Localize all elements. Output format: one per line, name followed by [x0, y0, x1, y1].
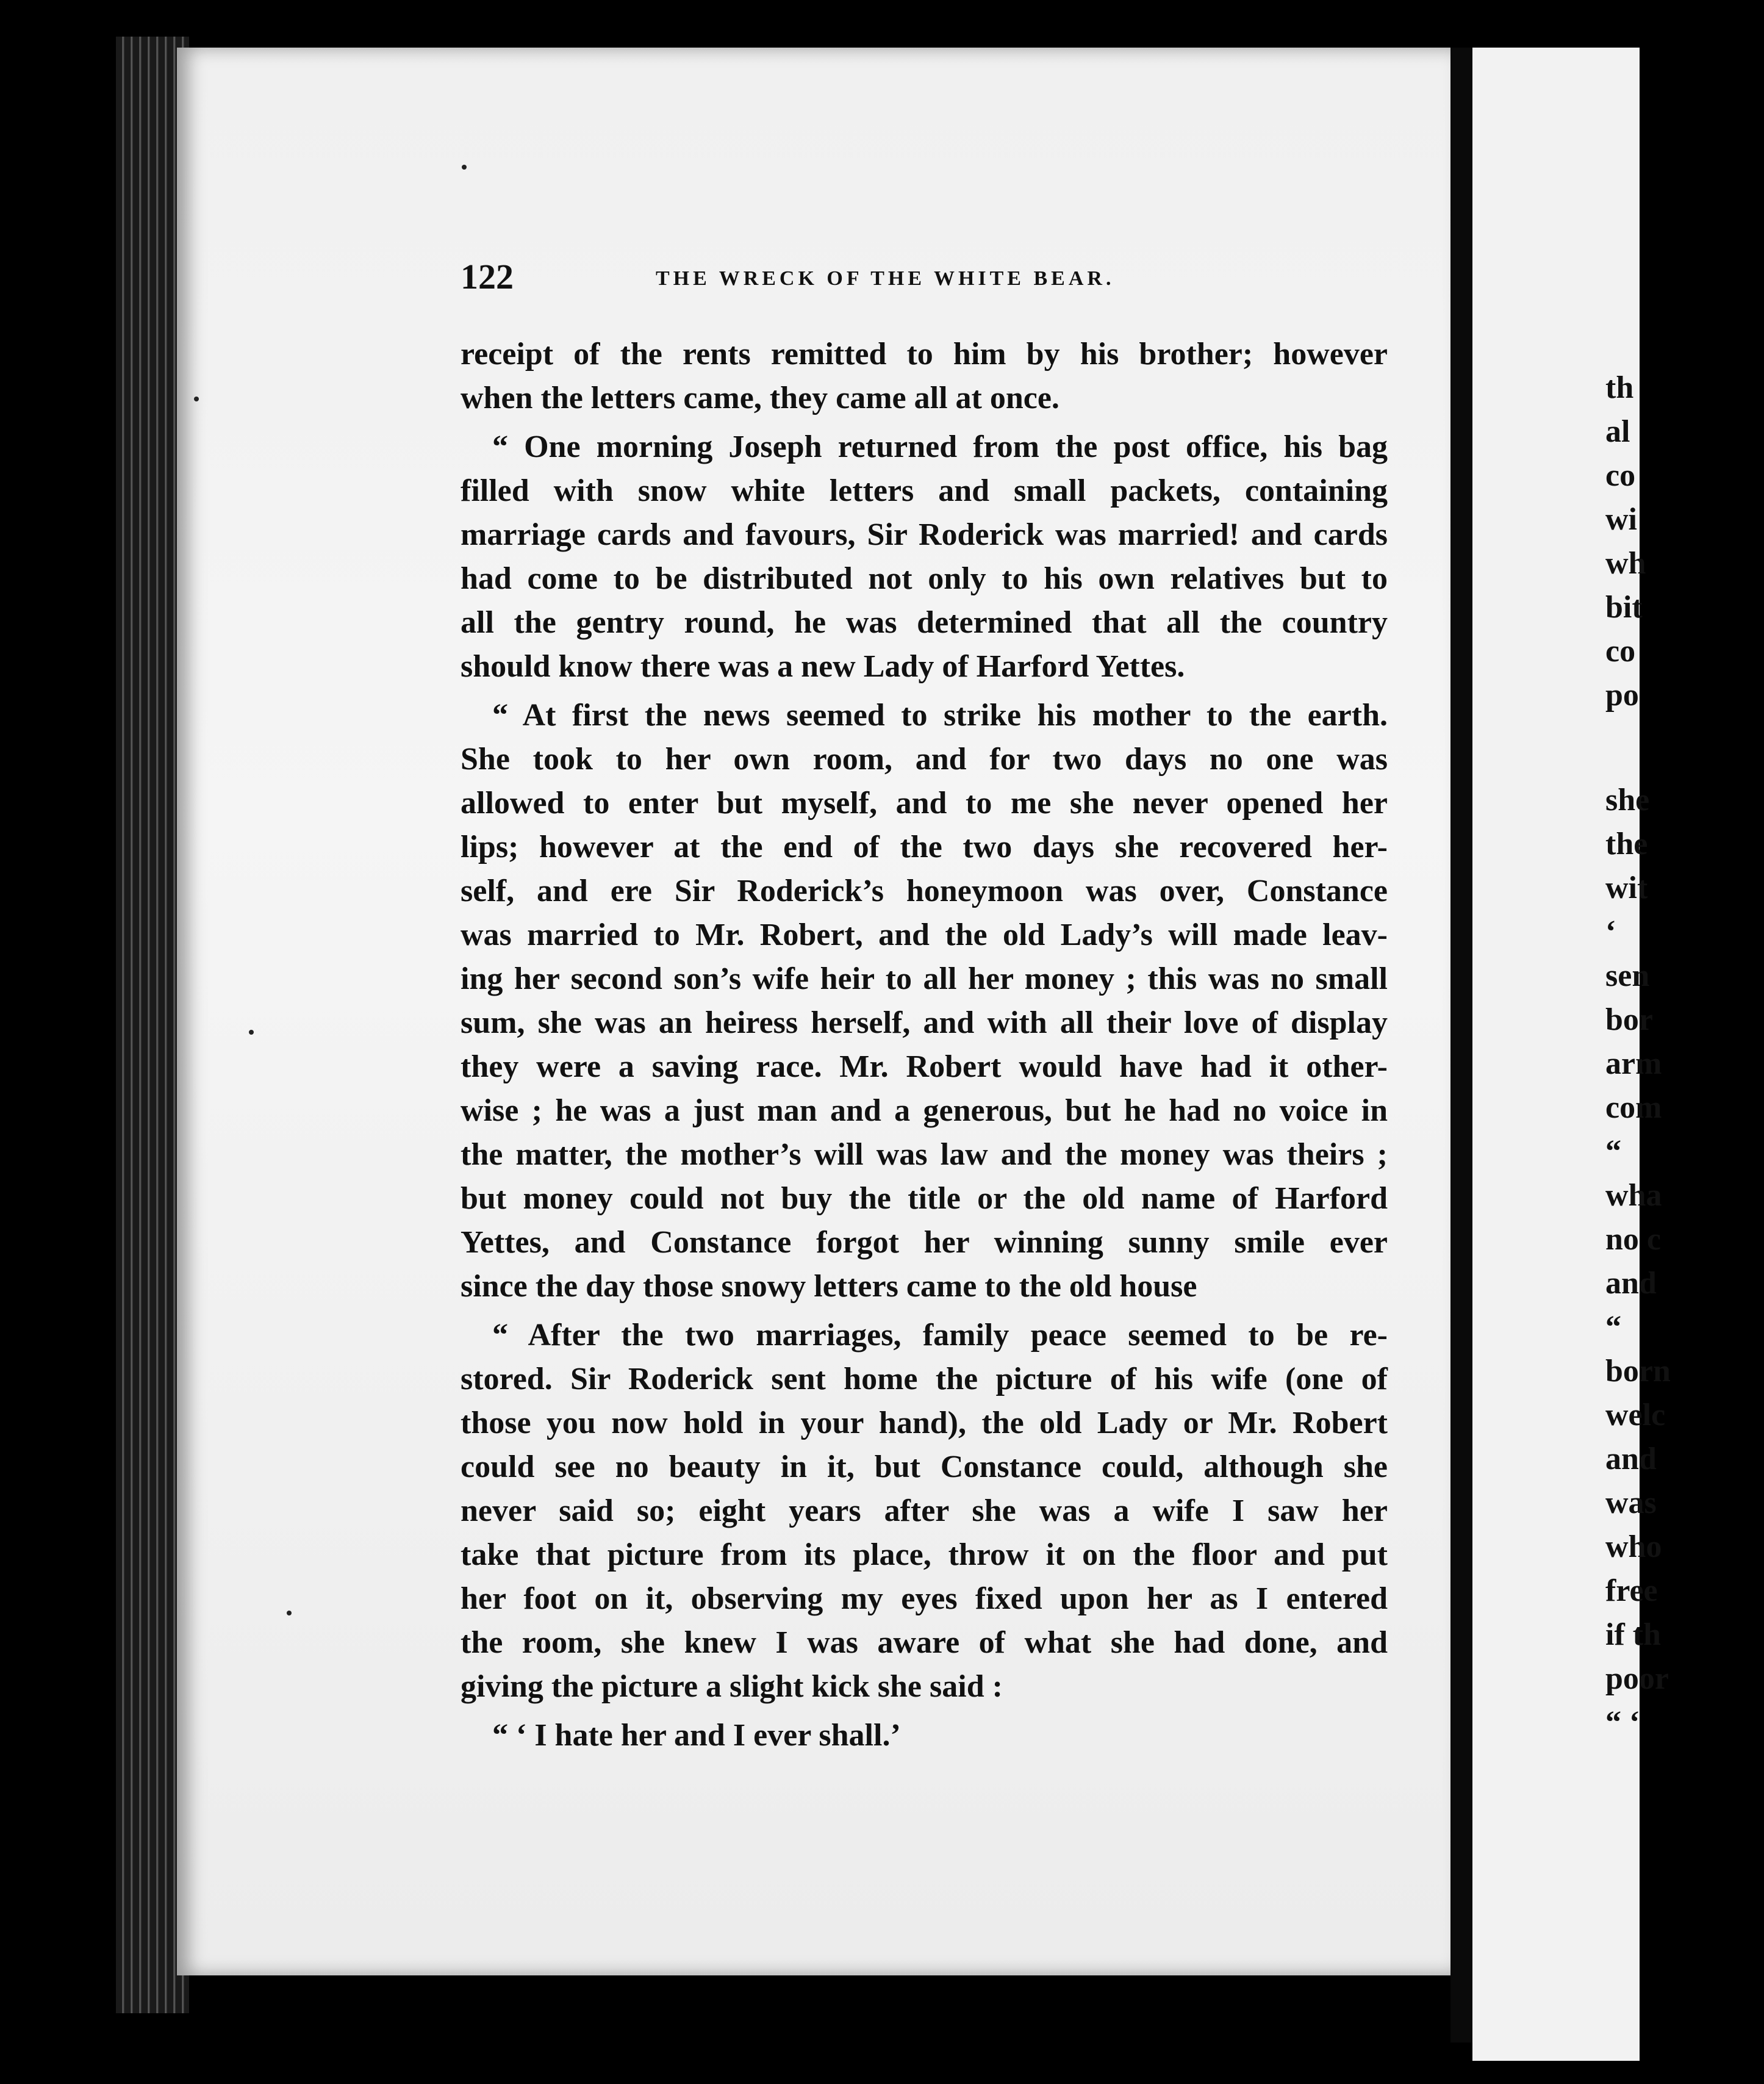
body-text: [461, 332, 1388, 1758]
fragment-line: sen: [1605, 958, 1650, 993]
text-line: wise ; he was a just man and a generous, but he had no voice in: [461, 1093, 1388, 1128]
text-line: She took to her own room, and for two days no one was: [461, 742, 1388, 777]
fragment-line: wit: [1605, 871, 1648, 905]
paragraph-gap: [461, 1709, 1388, 1714]
text-line: the matter, the mother’s will was law and the money was theirs ;: [461, 1137, 1388, 1172]
fragment-line: “ ‘: [1605, 1705, 1640, 1740]
text-line: ing her second son’s wife heir to all her money ; this was no small: [461, 961, 1388, 996]
paragraph-gap: [461, 420, 1388, 425]
fragment-line: bor: [1605, 1002, 1653, 1037]
fragment-line: born: [1605, 1354, 1671, 1389]
fragment-line: welc: [1605, 1398, 1666, 1432]
fragment-line: co: [1605, 634, 1636, 669]
fragment-line: po: [1605, 678, 1639, 713]
ink-speck: [194, 397, 199, 401]
text-line: stored. Sir Roderick sent home the picture of his wife (one of: [461, 1362, 1388, 1396]
fragment-line: “: [1605, 1310, 1621, 1345]
page-number: 122: [461, 257, 514, 296]
ink-speck: [287, 1611, 292, 1615]
fragment-line: no c: [1605, 1222, 1661, 1257]
ink-speck: [249, 1030, 254, 1035]
fragment-line: the: [1605, 827, 1648, 861]
text-line: but money could not buy the title or the old name of Harford: [461, 1181, 1388, 1216]
fragment-line: bit: [1605, 590, 1643, 625]
fragment-line: wi: [1605, 502, 1637, 537]
fragment-line: th: [1605, 370, 1634, 405]
fragment-line: wha: [1605, 1178, 1662, 1213]
text-line: filled with snow white letters and small packets, containing: [461, 473, 1388, 508]
fragment-line: poor: [1605, 1661, 1669, 1696]
text-line: was married to Mr. Robert, and the old Lady’s will made leav-: [461, 918, 1388, 952]
ink-speck: [462, 165, 467, 170]
page-header: [461, 256, 1192, 329]
fragment-line: arm: [1605, 1046, 1662, 1081]
text-line: all the gentry round, he was determined that all the country: [461, 605, 1388, 640]
text-line: they were a saving race. Mr. Robert would have had it other-: [461, 1049, 1388, 1084]
fragment-line: com: [1605, 1090, 1662, 1125]
book-gutter: [1450, 48, 1472, 2043]
text-line: receipt of the rents remitted to him by his brother; however: [461, 337, 1388, 372]
text-line: lips; however at the end of the two days she recovered her-: [461, 830, 1388, 864]
fragment-line: and: [1605, 1266, 1657, 1301]
text-line: could see no beauty in it, but Constance could, although she: [461, 1450, 1388, 1484]
text-line: the room, she knew I was aware of what she had done, and: [461, 1625, 1388, 1660]
fragment-line: free: [1605, 1573, 1658, 1608]
text-line: when the letters came, they came all at once.: [461, 381, 1059, 415]
text-line: her foot on it, observing my eyes fixed upon her as I entered: [461, 1581, 1388, 1616]
text-line: Yettes, and Constance forgot her winning sunny smile ever: [461, 1225, 1388, 1260]
text-line: should know there was a new Lady of Harford Yettes.: [461, 649, 1185, 684]
text-line: sum, she was an heiress herself, and with all their love of display: [461, 1005, 1388, 1040]
next-page-fragments: [1605, 366, 1764, 1745]
fragment-line: and: [1605, 1442, 1657, 1476]
fragment-line: who: [1605, 1529, 1662, 1564]
fragment-line: ‘: [1605, 914, 1616, 949]
text-line: “ One morning Joseph returned from the post office, his bag: [492, 429, 1388, 464]
fragment-line: she: [1605, 783, 1650, 817]
fragment-line: al: [1605, 414, 1630, 449]
text-line: giving the picture a slight kick she said :: [461, 1669, 1003, 1704]
text-line: “ At first the news seemed to strike his mother to the earth.: [492, 698, 1388, 733]
text-line: those you now hold in your hand), the old Lady or Mr. Robert: [461, 1406, 1388, 1440]
fragment-line: wh: [1605, 546, 1646, 581]
text-line: take that picture from its place, throw it on the floor and put: [461, 1537, 1388, 1572]
text-line: self, and ere Sir Roderick’s honeymoon was over, Constance: [461, 874, 1388, 908]
fragment-line: was: [1605, 1486, 1657, 1520]
fragment-line: [1605, 717, 1764, 778]
text-line: marriage cards and favours, Sir Roderick was married! and cards: [461, 517, 1388, 552]
fragment-line: co: [1605, 458, 1636, 493]
text-line: since the day those snowy letters came to the old house: [461, 1269, 1197, 1304]
running-head: THE WRECK OF THE WHITE BEAR.: [656, 267, 1115, 290]
text-line: “ After the two marriages, family peace seemed to be re-: [492, 1318, 1388, 1353]
fragment-line: “: [1605, 1134, 1621, 1169]
paragraph-gap: [461, 1309, 1388, 1313]
paragraph-gap: [461, 689, 1388, 694]
text-line: had come to be distributed not only to his own relatives but to: [461, 561, 1388, 596]
text-line: “ ‘ I hate her and I ever shall.’: [492, 1718, 901, 1753]
text-line: never said so; eight years after she was a wife I saw her: [461, 1493, 1388, 1528]
text-line: allowed to enter but myself, and to me she never opened her: [461, 786, 1388, 821]
fragment-line: if th: [1605, 1617, 1661, 1652]
